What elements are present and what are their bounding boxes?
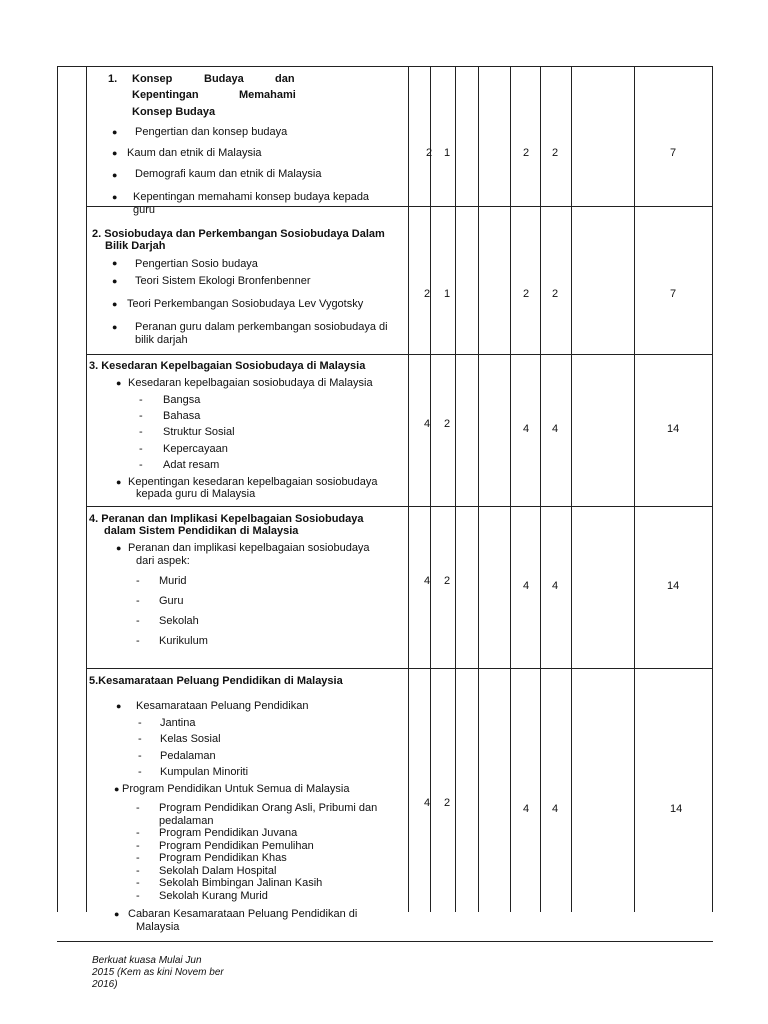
list-item: Malaysia — [136, 921, 180, 933]
grid-line — [57, 66, 58, 912]
dash-icon: - — [139, 459, 143, 471]
section-number: 1. — [108, 73, 118, 85]
dash-icon: - — [136, 852, 140, 864]
list-item: Sekolah Dalam Hospital — [159, 865, 277, 877]
list-item: Kesamarataan Peluang Pendidikan — [136, 700, 309, 712]
list-item: Kumpulan Minoriti — [160, 766, 249, 778]
section-title-word: Konsep — [132, 73, 173, 85]
cell-value: 4 — [424, 797, 431, 809]
list-item: pedalaman — [159, 815, 214, 827]
list-item: Murid — [159, 575, 187, 587]
bullet-icon: ● — [112, 192, 118, 202]
list-item: Pedalaman — [160, 750, 216, 762]
list-item: Kesedaran kepelbagaian sosiobudaya di Malaysia — [128, 377, 373, 389]
list-item: Pengertian Sosio budaya — [135, 258, 258, 270]
cell-value: 4 — [523, 423, 530, 435]
cell-value: 1 — [444, 288, 451, 300]
list-item: Kepercayaan — [163, 443, 228, 455]
cell-value: 2 — [444, 418, 451, 430]
section-title-word: Memahami — [239, 89, 296, 101]
grid-line — [571, 66, 572, 912]
list-item: Bahasa — [163, 410, 201, 422]
bullet-icon: ● — [112, 258, 118, 268]
list-item: Kurikulum — [159, 635, 208, 647]
cell-value: 4 — [552, 423, 559, 435]
bullet-icon: ● — [112, 127, 118, 137]
section-title: 2. Sosiobudaya dan Perkembangan Sosiobudaya Dalam — [92, 228, 385, 240]
cell-value: 4 — [424, 418, 431, 430]
list-item: Kelas Sosial — [160, 733, 221, 745]
cell-value: 14 — [667, 423, 680, 435]
grid-line — [86, 66, 87, 912]
grid-line — [455, 66, 456, 912]
list-item: Program Pendidikan Juvana — [159, 827, 298, 839]
list-item: dari aspek: — [136, 555, 190, 567]
section-title: Bilik Darjah — [105, 240, 166, 252]
bullet-icon: ● — [116, 701, 122, 711]
list-item: Program Pendidikan Khas — [159, 852, 287, 864]
list-item: Adat resam — [163, 459, 220, 471]
bullet-icon: ● — [112, 299, 118, 309]
cell-value: 2 — [424, 288, 431, 300]
grid-line — [510, 66, 511, 912]
dash-icon: - — [136, 615, 140, 627]
grid-line — [408, 66, 409, 912]
list-item: Sekolah Bimbingan Jalinan Kasih — [159, 877, 323, 889]
dash-icon: - — [136, 827, 140, 839]
dash-icon: - — [136, 635, 140, 647]
dash-icon: - — [136, 802, 140, 814]
list-item: Peranan guru dalam perkembangan sosiobudaya di — [135, 321, 388, 333]
bullet-icon: ● — [112, 148, 118, 158]
cell-value: 2 — [426, 147, 433, 159]
dash-icon: - — [138, 717, 142, 729]
cell-value: 4 — [552, 580, 559, 592]
list-item: Cabaran Kesamarataan Peluang Pendidikan di — [128, 908, 358, 920]
list-item: bilik darjah — [135, 334, 188, 346]
dash-icon: - — [136, 595, 140, 607]
grid-line — [478, 66, 479, 912]
list-item: Program Pendidikan Pemulihan — [159, 840, 314, 852]
bullet-icon: ● — [114, 784, 120, 794]
list-item: Teori Sistem Ekologi Bronfenbenner — [135, 275, 311, 287]
cell-value: 1 — [444, 147, 451, 159]
section-title-word: dan — [275, 73, 295, 85]
bullet-icon: ● — [112, 170, 118, 180]
bullet-icon: ● — [114, 909, 120, 919]
cell-value: 2 — [523, 147, 530, 159]
cell-value: 2 — [552, 288, 559, 300]
grid-line — [540, 66, 541, 912]
dash-icon: - — [138, 766, 142, 778]
list-item: guru — [133, 204, 156, 216]
cell-value: 4 — [523, 803, 530, 815]
grid-line — [86, 206, 713, 207]
footer-text: Berkuat kuasa Mulai Jun — [92, 955, 202, 966]
grid-line — [712, 66, 713, 912]
list-item: Guru — [159, 595, 184, 607]
list-item: Kepentingan memahami konsep budaya kepada — [133, 191, 370, 203]
bullet-icon: ● — [116, 477, 122, 487]
footer-text: 2015 (Kem as kini Novem ber — [92, 967, 224, 978]
list-item: Program Pendidikan Orang Asli, Pribumi dan — [159, 802, 378, 814]
section-title: 5.Kesamarataan Peluang Pendidikan di Malaysia — [89, 675, 343, 687]
list-item: Kaum dan etnik di Malaysia — [127, 147, 262, 159]
cell-value: 2 — [444, 797, 451, 809]
cell-value: 4 — [552, 803, 559, 815]
list-item: Jantina — [160, 717, 196, 729]
dash-icon: - — [136, 575, 140, 587]
cell-value: 4 — [424, 575, 431, 587]
dash-icon: - — [139, 410, 143, 422]
cell-value: 14 — [670, 803, 683, 815]
bullet-icon: ● — [112, 276, 118, 286]
dash-icon: - — [136, 890, 140, 902]
section-title: dalam Sistem Pendidikan di Malaysia — [104, 525, 299, 537]
footer-text: 2016) — [92, 979, 118, 990]
bullet-icon: ● — [112, 322, 118, 332]
list-item: Struktur Sosial — [163, 426, 235, 438]
grid-line — [57, 941, 713, 942]
list-item: Sekolah Kurang Murid — [159, 890, 268, 902]
grid-line — [634, 66, 635, 912]
dash-icon: - — [136, 865, 140, 877]
cell-value: 7 — [670, 147, 677, 159]
cell-value: 2 — [444, 575, 451, 587]
grid-line — [57, 66, 713, 67]
list-item: Demografi kaum dan etnik di Malaysia — [135, 168, 322, 180]
dash-icon: - — [139, 426, 143, 438]
section-title: 4. Peranan dan Implikasi Kepelbagaian Sosiobudaya — [89, 513, 364, 525]
bullet-icon: ● — [116, 543, 122, 553]
grid-line — [86, 354, 713, 355]
bullet-icon: ● — [116, 378, 122, 388]
section-title: Konsep Budaya — [132, 106, 216, 118]
section-title-word: Kepentingan — [132, 89, 199, 101]
cell-value: 2 — [523, 288, 530, 300]
list-item: Sekolah — [159, 615, 199, 627]
list-item: Peranan dan implikasi kepelbagaian sosiobudaya — [128, 542, 370, 554]
section-title-word: Budaya — [204, 73, 244, 85]
grid-line — [430, 66, 431, 912]
cell-value: 7 — [670, 288, 677, 300]
grid-line — [86, 506, 713, 507]
dash-icon: - — [138, 750, 142, 762]
cell-value: 14 — [667, 580, 680, 592]
list-item: Pengertian dan konsep budaya — [135, 126, 288, 138]
dash-icon: - — [138, 733, 142, 745]
list-item: Program Pendidikan Untuk Semua di Malaysia — [122, 783, 350, 795]
list-item: Bangsa — [163, 394, 201, 406]
cell-value: 4 — [523, 580, 530, 592]
dash-icon: - — [139, 394, 143, 406]
list-item: Kepentingan kesedaran kepelbagaian sosiobudaya — [128, 476, 378, 488]
grid-line — [86, 668, 713, 669]
dash-icon: - — [139, 443, 143, 455]
dash-icon: - — [136, 840, 140, 852]
list-item: Teori Perkembangan Sosiobudaya Lev Vygotsky — [127, 298, 364, 310]
cell-value: 2 — [552, 147, 559, 159]
dash-icon: - — [136, 877, 140, 889]
section-title: 3. Kesedaran Kepelbagaian Sosiobudaya di Malaysia — [89, 360, 366, 372]
list-item: kepada guru di Malaysia — [136, 488, 256, 500]
